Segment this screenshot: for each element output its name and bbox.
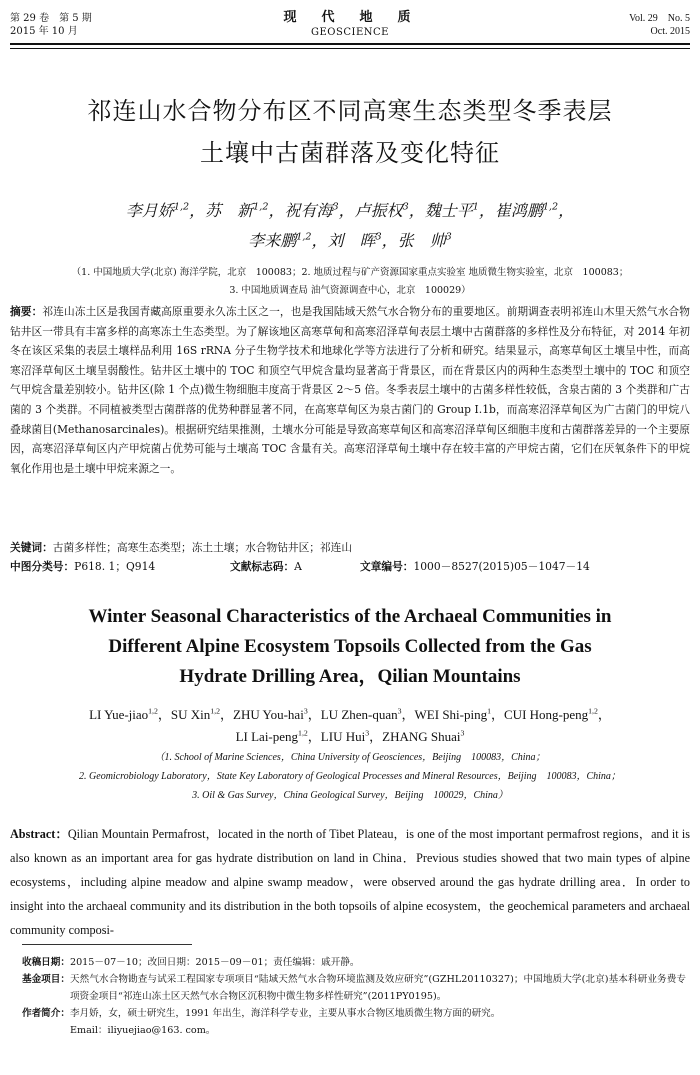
keywords-cn [10, 538, 690, 558]
author-text: 李月娇，女，硕士研究生，1991 年出生，海洋科学专业，主要从事水合物区地质微生物方面的研究。 [69, 1008, 501, 1019]
document-code [230, 558, 302, 576]
author-email[interactable]: Email：iliyuejiao@163. com。 [69, 1025, 216, 1036]
title-en-line3: Hydrate Drilling Area，Qilian Mountains [179, 666, 521, 687]
authors-cn [0, 196, 700, 256]
affiliations-en [10, 748, 690, 805]
received-text: 2015－07－10；改回日期：2015－09－01；责任编辑：戚开静。 [69, 957, 360, 968]
authors-cn-line2: 李来鹏$^{1,2}$，刘 晖$^3$，张 帅$^3$ [248, 231, 452, 250]
title-cn-line2: 土壤中古菌群落及变化特征 [200, 139, 500, 167]
affiliations-cn-line1: （1. 中国地质大学(北京) 海洋学院，北京 100083；2. 地质过程与矿产资源国家重点实验室 地质微生物实验室，北京 100083； [71, 267, 629, 278]
abstract-en-text: Qilian Mountain Permafrost，located in the north of Tibet Plateau，is one of the most important permafrost regions，and it is also known as an important area for gas hydrate distribution on land in China．Previous studies showed that two main types of alpine ecosystems，including alpine meadow and alpine swamp meadow，were observed around the gas hydrate drilling area．In order to insight into the archaeal community and its distribution in the both topsoils of alpine ecosystem，the geochemical parameters and archaeal community composi- [10, 827, 690, 937]
affiliations-cn-line2: 3. 中国地质调查局 油气资源调查中心，北京 100029） [229, 285, 471, 296]
abstract-cn-label: 摘要： [10, 305, 43, 318]
abstract-cn [10, 302, 690, 478]
abstract-en-label: Abstract： [10, 827, 68, 841]
header-date-cn: 2015 年 10 月 [10, 26, 78, 37]
doc-value: A [294, 560, 302, 573]
header-volume-en [629, 12, 690, 38]
paper-title-cn [0, 90, 700, 174]
authors-en [0, 704, 700, 748]
title-cn-line1: 祁连山水合物分布区不同高寒生态类型冬季表层 [87, 97, 613, 125]
header-rule-thick [10, 43, 690, 45]
article-number [360, 558, 590, 576]
title-en-line2: Different Alpine Ecosystem Topsoils Collected from the Gas [108, 636, 592, 657]
doc-label: 文献标志码： [230, 560, 295, 573]
abstract-cn-text: 祁连山冻土区是我国青藏高原重要永久冻土区之一，也是我国陆域天然气水合物分布的重要地区。前期调查表明祁连山木里天然气水合物钻井区一带具有丰富多样的高寒冻土生态类型。为了解该地区高寒草甸和高寒沼泽草甸表层土壤中古菌群落的多样性及分布特征，对 2014 年初冬在该区采集的表层土壤样品利用 16S rRNA 分子生物学技术和地球化学等方法进行了分析和研究。结果显示，高寒草甸区土壤呈中性，而高寒沼泽草甸区土壤呈弱酸性。钻井区土壤中的 TOC 和顶空气甲烷含量均显著高于背景区，而在背景区内的两种生态类型土壤中的 TOC 和顶空气甲烷含量差别较小。钻井区(除 1 个点)微生物细胞丰度高于背景区 2～5 倍。冬季表层土壤中的古菌多样性较低，含泉古菌的 3 个类群和广古菌的 3 个类群。不同植被类型古菌群落的优势种群显著不同，在高寒草甸区为泉古菌门的 Group Ⅰ.1b，而高寒沼泽草甸区为广古菌门的甲烷八叠球菌目(Methanosarcinales)。根据研究结果推测，土壤水分可能是导致高寒草甸区和高寒沼泽草甸区细胞丰度和古菌群落差异的一个主要原因，高寒沼泽草甸区内产甲烷菌占优势可能与土壤高 TOC 含量有关。高寒沼泽草甸土壤中存在较丰富的产甲烷古菌，它们在厌氧条件下的甲烷氧化作用也是土壤中甲烷来源之一。 [10, 305, 690, 475]
received-label: 收稿日期： [22, 957, 70, 968]
clc-value: P618. 1；Q914 [74, 560, 156, 573]
affiliations-en-line3: 3. Oil & Gas Survey，China Geological Survey，Beijing 100029，China） [192, 790, 508, 801]
header-journal [0, 10, 700, 39]
keywords-cn-label: 关键词： [10, 541, 53, 554]
footnote-rule [22, 944, 192, 945]
keywords-cn-text: 古菌多样性；高寒生态类型；冻土土壤；水合物钻井区；祁连山 [52, 541, 353, 554]
art-value: 1000－8527(2015)05－1047－14 [413, 560, 590, 573]
affiliations-cn [20, 264, 680, 300]
header-rule-thin [10, 48, 690, 49]
footnote-author [22, 1005, 686, 1022]
footnote-fund [22, 971, 686, 1005]
clc-label: 中图分类号： [10, 560, 75, 573]
authors-en-line1: LI Yue-jiao$^{1,2}$，SU Xin$^{1,2}$，ZHU You-hai$^3$，LU Zhen-quan$^3$，WEI Shi-ping$^1$，CUI Hong-peng$^{1,2}$， [89, 706, 611, 722]
authors-cn-line1: 李月娇$^{1,2}$，苏 新$^{1,2}$，祝有海$^3$，卢振权$^3$，魏士平$^1$，崔鸿鹏$^{1,2}$， [125, 201, 575, 220]
authors-en-line2: LI Lai-peng$^{1,2}$，LIU Hui$^3$，ZHANG Shuai$^3$ [235, 728, 465, 744]
header-volume-issue: 第 29 卷 第 5 期 [10, 13, 92, 24]
clc-number [10, 558, 155, 576]
paper-title-en [0, 602, 700, 692]
abstract-en [10, 822, 690, 942]
fund-label: 基金项目： [22, 974, 70, 985]
affiliations-en-line1: （1. School of Marine Sciences，China University of Geosciences，Beijing 100083，China； [154, 752, 546, 763]
journal-title-cn: 现 代 地 质 [283, 10, 417, 25]
title-en-line1: Winter Seasonal Characteristics of the Archaeal Communities in [88, 606, 612, 627]
footnote-email [22, 1022, 686, 1039]
fund-text: 天然气水合物勘查与试采工程国家专项项目“陆域天然气水合物环境监测及效应研究”(GZHL20110327)；中国地质大学(北京)基本科研业务费专项资金项目“祁连山冻土区天然气水合物区沉积物中微生物多样性研究”(2011PY0195)。 [69, 974, 686, 1002]
affiliations-en-line2: 2. Geomicrobiology Laboratory，State Key Laboratory of Geological Processes and Mineral Resources，Beijing 100083，China； [79, 771, 621, 782]
art-label: 文章编号： [360, 560, 414, 573]
header-date-en: Oct. 2015 [650, 26, 690, 37]
footnotes [22, 954, 686, 1039]
header-volume-issue-en: Vol. 29 No. 5 [629, 13, 690, 24]
footnote-received [22, 954, 686, 971]
author-label: 作者简介： [22, 1008, 70, 1019]
journal-title-en: GEOSCIENCE [311, 27, 389, 38]
